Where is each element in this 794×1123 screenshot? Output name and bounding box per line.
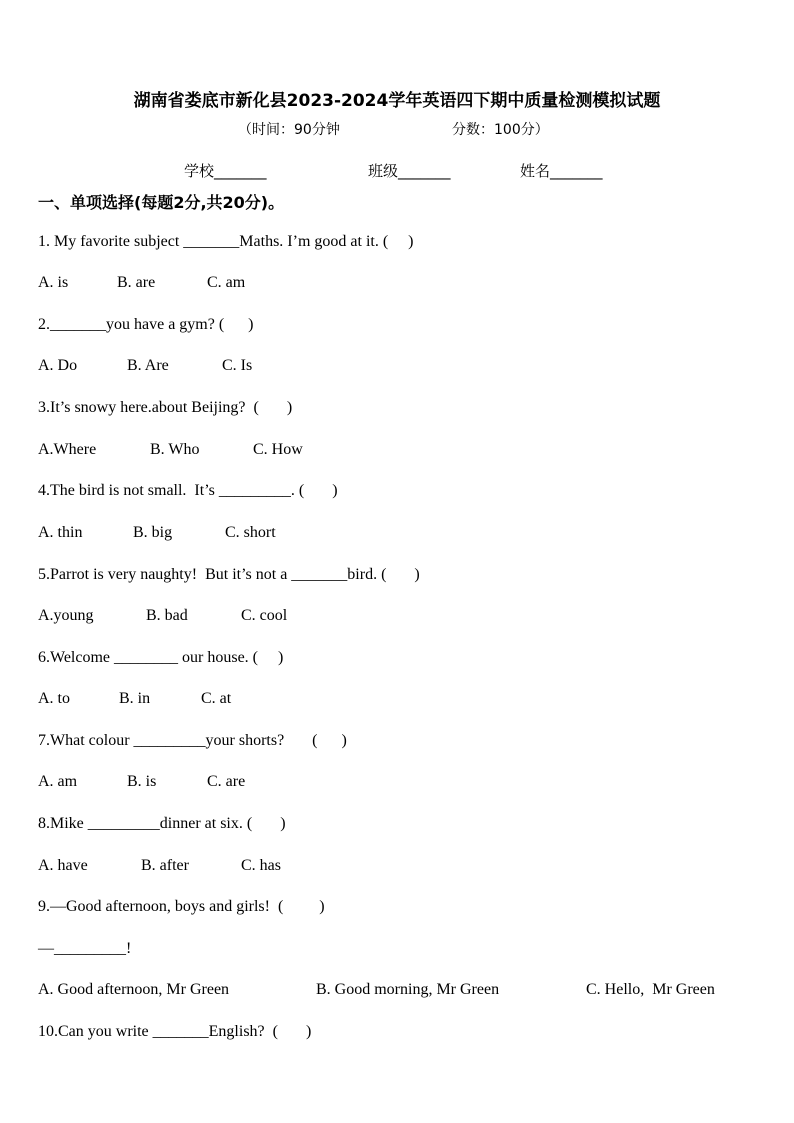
option-c: C. short: [225, 524, 276, 541]
question-stem: 9.—Good afternoon, boys and girls! ( ): [38, 898, 325, 915]
option-c: C. are: [207, 773, 246, 790]
question-stem: 2._______you have a gym? ( ): [38, 316, 254, 333]
section-heading: 一、单项选择(每题2分,共20分)。: [38, 193, 285, 212]
option-a: A. Do: [38, 357, 78, 374]
option-c: C. Hello, Mr Green: [586, 981, 715, 998]
option-b: B. big: [133, 524, 173, 541]
exam-time: （时间：90分钟: [238, 122, 340, 138]
name-field: 姓名_______: [520, 162, 603, 180]
option-b: B. Good morning, Mr Green: [316, 981, 500, 998]
school-field: 学校_______: [184, 162, 267, 180]
question-stem: 5.Parrot is very naughty! But it’s not a _______bird. ( ): [38, 566, 420, 583]
question-stem: 7.What colour _________your shorts? ( ): [38, 732, 347, 749]
question-reply: —_________!: [38, 940, 132, 957]
option-a: A. have: [38, 857, 88, 874]
option-b: B. bad: [146, 607, 188, 624]
option-c: C. at: [201, 690, 232, 707]
question-stem: 8.Mike _________dinner at six. ( ): [38, 815, 286, 832]
option-a: A.young: [38, 607, 94, 624]
option-b: B. in: [119, 690, 151, 707]
option-a: A. thin: [38, 524, 83, 541]
question-stem: 6.Welcome ________ our house. ( ): [38, 649, 284, 666]
question-stem: 4.The bird is not small. It’s _________. ( ): [38, 482, 338, 499]
option-c: C. has: [241, 857, 281, 874]
question-stem: 10.Can you write _______English? ( ): [38, 1023, 312, 1040]
option-a: A. to: [38, 690, 70, 707]
option-b: B. are: [117, 274, 156, 291]
option-b: B. after: [141, 857, 189, 874]
page-title: 湖南省娄底市新化县2023-2024学年英语四下期中质量检测模拟试题: [133, 91, 661, 111]
option-a: A.Where: [38, 441, 97, 458]
option-c: C. How: [253, 441, 303, 458]
option-c: C. cool: [241, 607, 288, 624]
option-b: B. is: [127, 773, 157, 790]
option-c: C. am: [207, 274, 246, 291]
option-b: B. Who: [150, 441, 200, 458]
option-a: A. is: [38, 274, 69, 291]
class-field: 班级_______: [368, 162, 451, 180]
option-c: C. Is: [222, 357, 253, 374]
question-stem: 3.It’s snowy here.about Beijing? ( ): [38, 399, 293, 416]
option-b: B. Are: [127, 357, 169, 374]
option-a: A. Good afternoon, Mr Green: [38, 981, 230, 998]
option-a: A. am: [38, 773, 78, 790]
exam-score: 分数：100分）: [452, 122, 549, 138]
question-stem: 1. My favorite subject _______Maths. I’m good at it. ( ): [38, 233, 414, 250]
